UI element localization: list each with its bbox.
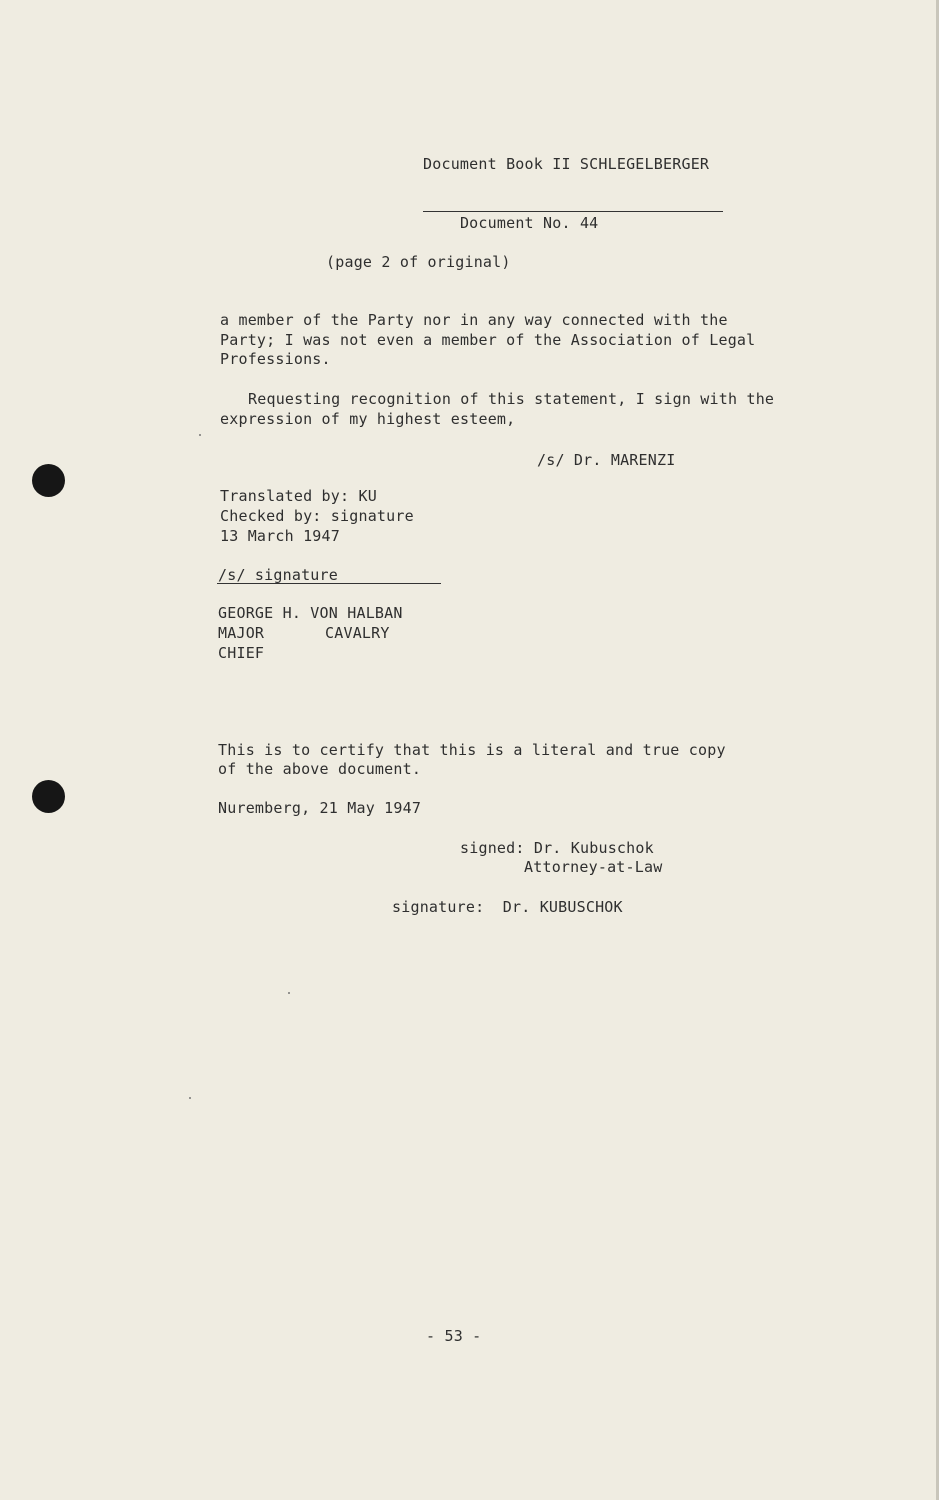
body-line: expression of my highest esteem, [220,410,516,428]
paper-speck [199,434,201,436]
translator-rank: MAJOR [218,624,265,642]
paper-speck [189,1097,191,1099]
final-signature: signature: Dr. KUBUSCHOK [392,898,623,916]
body-line: Party; I was not even a member of the Association of Legal [220,331,756,349]
place-date: Nuremberg, 21 May 1947 [218,799,422,817]
translated-by: Translated by: KU [220,487,377,505]
signature-rule [217,583,441,584]
translator-branch: CAVALRY [325,624,390,642]
body-line: Professions. [220,350,331,368]
document-book-title: Document Book II SCHLEGELBERGER [423,155,710,173]
signed-by: signed: Dr. Kubuschok [460,839,654,857]
translator-name: GEORGE H. VON HALBAN [218,604,403,622]
page-note: (page 2 of original) [326,253,511,271]
document-number-value: 44 [579,214,599,232]
paper-speck [288,992,290,994]
document-number-underline [423,211,723,212]
checked-by: Checked by: signature [220,507,414,525]
body-line: Requesting recognition of this statement, I sign with the [248,390,775,408]
punch-hole-top [32,464,65,497]
document-number [423,193,598,253]
marenzi-signature: /s/ Dr. MARENZI [537,451,676,469]
translator-title: CHIEF [218,644,265,662]
certification-line: This is to certify that this is a literal and true copy [218,741,726,759]
page-number: - 53 - [426,1327,482,1345]
punch-hole-bottom [32,780,65,813]
translator-signature: /s/ signature [218,566,338,584]
certification-line: of the above document. [218,760,422,778]
translation-date: 13 March 1947 [220,527,340,545]
document-number-label: Document No. [459,214,571,232]
body-line: a member of the Party nor in any way connected with the [220,311,728,329]
signer-role: Attorney-at-Law [524,858,663,876]
